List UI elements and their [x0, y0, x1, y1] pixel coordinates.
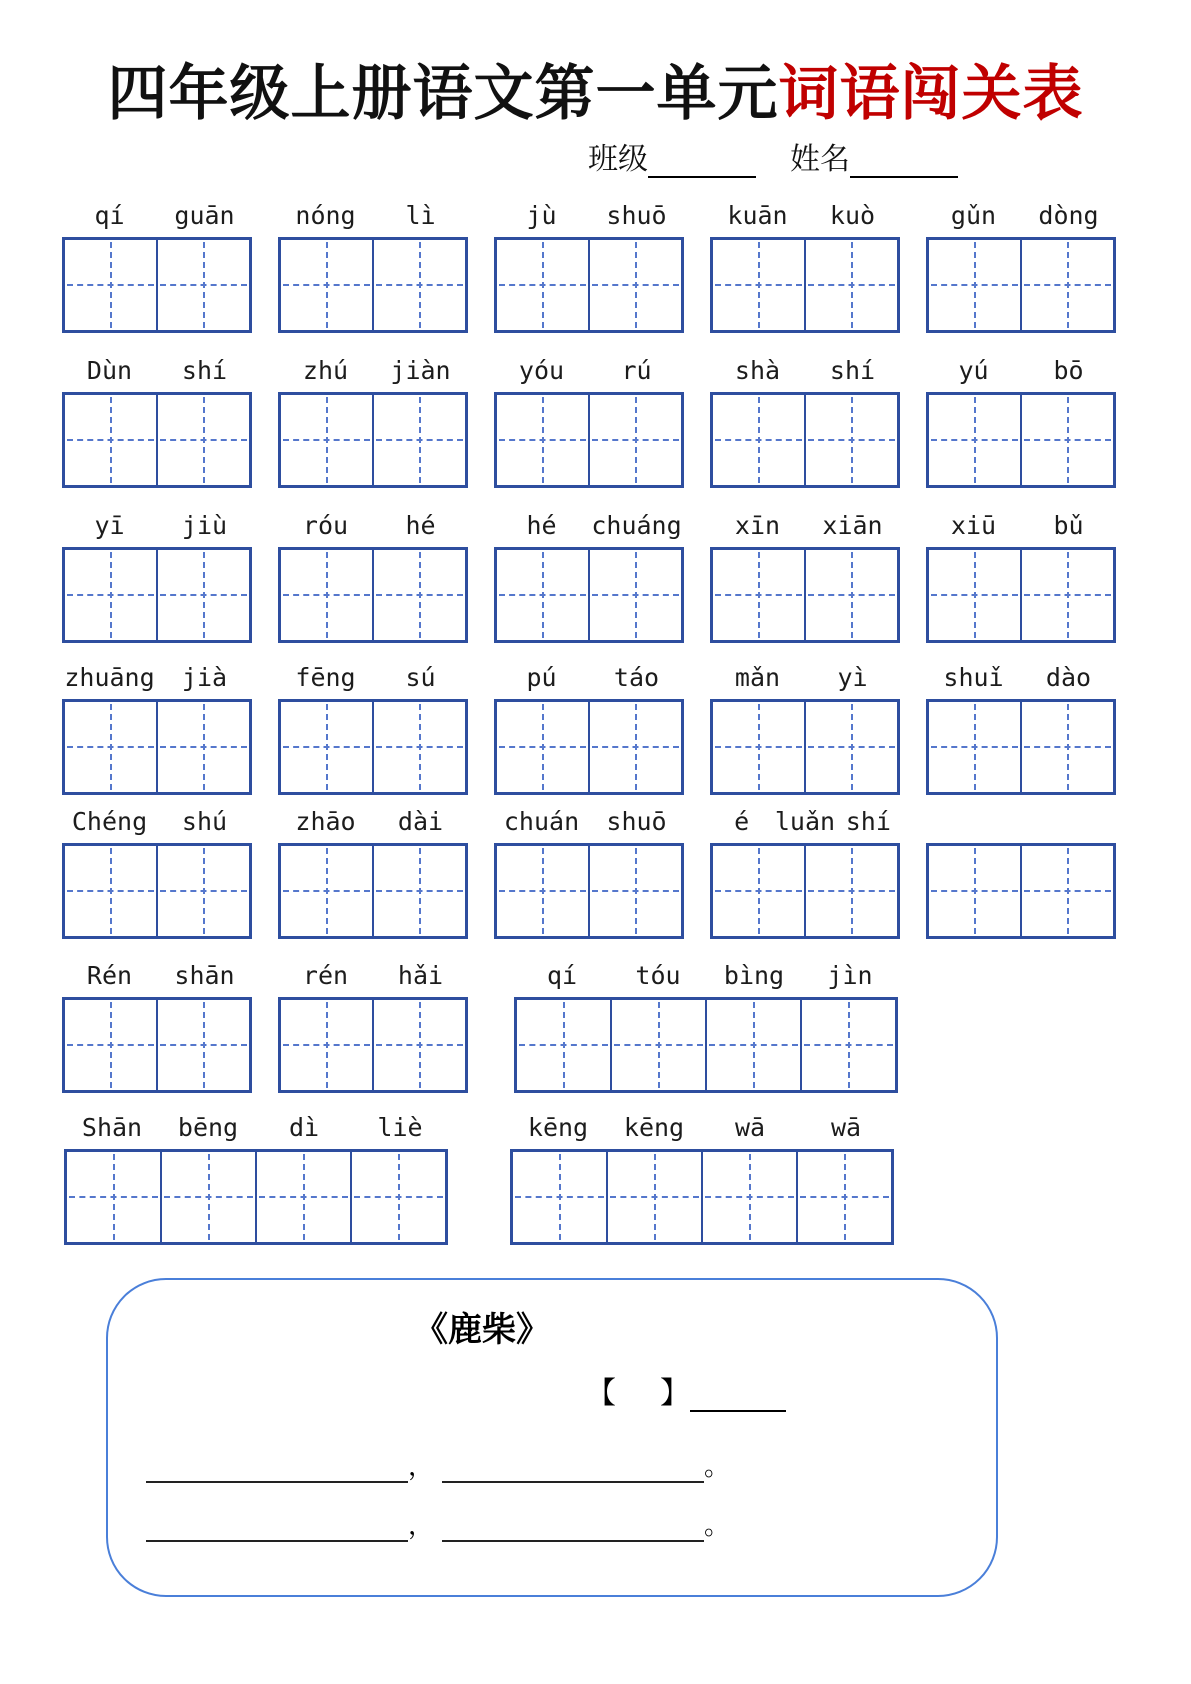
writing-cell[interactable]: [588, 846, 681, 936]
writing-cell[interactable]: [65, 550, 156, 640]
word-block: [278, 199, 468, 333]
class-blank-field[interactable]: [648, 146, 756, 178]
word-block: [926, 199, 1116, 333]
pinyin-syllable: zhuāng: [64, 663, 155, 692]
writing-cell[interactable]: [929, 846, 1020, 936]
pinyin-label: [494, 199, 684, 237]
pinyin-syllable: kuān: [727, 201, 788, 230]
writing-grid[interactable]: [494, 843, 684, 939]
pinyin-label: [926, 199, 1116, 237]
writing-grid[interactable]: [278, 699, 468, 795]
writing-cell[interactable]: [588, 240, 681, 330]
student-info-line: [588, 134, 958, 178]
word-block: [494, 805, 684, 939]
writing-cell[interactable]: [1020, 702, 1113, 792]
pinyin-syllable: Shān: [81, 1113, 143, 1142]
author-blank-field[interactable]: [690, 1378, 786, 1412]
pinyin-syllable: yóu: [518, 356, 565, 385]
writing-grid[interactable]: [494, 699, 684, 795]
pinyin-syllable: táo: [613, 663, 660, 692]
pinyin-syllable: rén: [302, 961, 349, 990]
pinyin-syllable: qí: [94, 201, 125, 230]
word-block: [494, 509, 684, 643]
word-block: [926, 354, 1116, 488]
pinyin-syllable: dì: [288, 1113, 320, 1142]
pinyin-syllable: jiàn: [390, 356, 451, 385]
writing-cell[interactable]: [281, 240, 372, 330]
writing-cell[interactable]: [497, 702, 588, 792]
pinyin-syllable: kēng: [623, 1113, 685, 1142]
pinyin-syllable: mǎn: [734, 663, 781, 692]
pinyin-syllable: é: [734, 807, 750, 836]
pinyin-syllable: jù: [526, 201, 557, 230]
pinyin-label: [494, 805, 684, 843]
word-block: [510, 1111, 894, 1245]
verse-blank-field[interactable]: [146, 1510, 408, 1542]
writing-cell[interactable]: [372, 1000, 465, 1090]
pinyin-syllable: qí: [546, 961, 578, 990]
pinyin-syllable: pú: [526, 663, 557, 692]
pinyin-syllable: bēng: [177, 1113, 239, 1142]
writing-grid[interactable]: [62, 392, 252, 488]
writing-cell[interactable]: [156, 395, 249, 485]
writing-cell[interactable]: [65, 1000, 156, 1090]
writing-cell[interactable]: [800, 1000, 895, 1090]
pinyin-syllable: Rén: [86, 961, 133, 990]
pinyin-syllable: bìng: [723, 961, 785, 990]
word-block: [710, 509, 900, 643]
writing-cell[interactable]: [517, 1000, 610, 1090]
pinyin-syllable: shuǐ: [943, 663, 1004, 692]
pinyin-syllable: liè: [377, 1113, 423, 1142]
pinyin-label: [62, 805, 252, 843]
pinyin-syllable: xiān: [822, 511, 883, 540]
writing-cell[interactable]: [350, 1152, 445, 1242]
pinyin-syllable: guān: [174, 201, 235, 230]
writing-cell[interactable]: [713, 702, 804, 792]
writing-grid[interactable]: [62, 547, 252, 643]
writing-cell[interactable]: [1020, 395, 1113, 485]
writing-cell[interactable]: [281, 550, 372, 640]
pinyin-syllable: yī: [94, 511, 125, 540]
pinyin-syllable: yì: [837, 663, 868, 692]
pinyin-syllable: lì: [405, 201, 436, 230]
writing-cell[interactable]: [372, 550, 465, 640]
word-block: [62, 199, 252, 333]
writing-cell[interactable]: [65, 240, 156, 330]
writing-grid[interactable]: [710, 547, 900, 643]
pinyin-label: [278, 199, 468, 237]
writing-cell[interactable]: [929, 550, 1020, 640]
pinyin-syllable: chuán: [503, 807, 580, 836]
word-block: [278, 509, 468, 643]
pinyin-label: [926, 805, 1116, 843]
pinyin-syllable: shí: [845, 807, 891, 836]
writing-grid[interactable]: [62, 237, 252, 333]
pinyin-syllable: wā: [734, 1113, 766, 1142]
pinyin-label: [62, 354, 252, 392]
writing-grid[interactable]: [278, 392, 468, 488]
pinyin-label: [62, 661, 252, 699]
pinyin-syllable: hé: [526, 511, 557, 540]
pinyin-syllable: Chéng: [71, 807, 148, 836]
writing-cell[interactable]: [281, 702, 372, 792]
writing-cell[interactable]: [796, 1152, 891, 1242]
pinyin-syllable: kuò: [829, 201, 876, 230]
pinyin-label: [278, 661, 468, 699]
word-block: [494, 199, 684, 333]
writing-grid[interactable]: [278, 547, 468, 643]
writing-cell[interactable]: [701, 1152, 796, 1242]
word-block: [710, 354, 900, 488]
writing-grid[interactable]: [710, 843, 900, 939]
writing-grid[interactable]: [710, 699, 900, 795]
writing-cell[interactable]: [156, 702, 249, 792]
pinyin-syllable: shà: [734, 356, 781, 385]
writing-grid[interactable]: [494, 392, 684, 488]
pinyin-syllable: xiū: [950, 511, 997, 540]
writing-grid[interactable]: [494, 237, 684, 333]
writing-cell[interactable]: [1020, 846, 1113, 936]
writing-cell[interactable]: [804, 395, 897, 485]
writing-cell[interactable]: [804, 550, 897, 640]
pinyin-syllable: dài: [397, 807, 444, 836]
word-block: [710, 199, 900, 333]
word-block: [278, 959, 468, 1093]
pinyin-label: [710, 661, 900, 699]
pinyin-syllable: shuō: [606, 807, 667, 836]
pinyin-syllable: jià: [181, 663, 228, 692]
pinyin-syllable: bō: [1053, 356, 1084, 385]
word-block: [278, 354, 468, 488]
writing-cell[interactable]: [372, 702, 465, 792]
pinyin-syllable: yú: [958, 356, 989, 385]
writing-cell[interactable]: [497, 240, 588, 330]
word-block: [494, 354, 684, 488]
pinyin-label: [494, 509, 684, 547]
pinyin-label: [278, 805, 468, 843]
pinyin-syllable: shú: [181, 807, 228, 836]
pinyin-syllable: sú: [405, 663, 436, 692]
word-block: [494, 661, 684, 795]
writing-cell[interactable]: [156, 240, 249, 330]
writing-cell[interactable]: [804, 702, 897, 792]
poem-title: 《鹿柴》: [414, 1312, 550, 1349]
period-mark: 。: [704, 1452, 731, 1481]
pinyin-syllable: bǔ: [1053, 511, 1084, 540]
writing-grid[interactable]: [710, 392, 900, 488]
pinyin-label: [494, 354, 684, 392]
comma-mark: ，: [408, 1452, 435, 1481]
pinyin-label: [510, 1111, 894, 1149]
writing-grid[interactable]: [710, 237, 900, 333]
pinyin-label: [62, 959, 252, 997]
pinyin-syllable: shí: [829, 356, 876, 385]
writing-cell[interactable]: [610, 1000, 705, 1090]
pinyin-syllable: hǎi: [397, 961, 444, 990]
pinyin-label: [278, 354, 468, 392]
pinyin-syllable: zhú: [302, 356, 349, 385]
pinyin-syllable: jiù: [181, 511, 228, 540]
word-block: [926, 805, 1116, 939]
comma-mark: ，: [408, 1511, 435, 1540]
writing-cell[interactable]: [497, 395, 588, 485]
writing-cell[interactable]: [588, 395, 681, 485]
pinyin-syllable: zhāo: [295, 807, 356, 836]
pinyin-syllable: dòng: [1038, 201, 1099, 230]
word-block: [926, 661, 1116, 795]
writing-cell[interactable]: [65, 846, 156, 936]
pinyin-label: [926, 354, 1116, 392]
writing-cell[interactable]: [65, 395, 156, 485]
name-blank-field[interactable]: [850, 146, 958, 178]
writing-cell[interactable]: [497, 846, 588, 936]
writing-cell[interactable]: [929, 395, 1020, 485]
writing-cell[interactable]: [588, 702, 681, 792]
poem-line-1: [146, 1446, 738, 1483]
writing-grid[interactable]: [926, 699, 1116, 795]
word-block: [710, 661, 900, 795]
writing-grid[interactable]: [278, 843, 468, 939]
writing-grid[interactable]: [62, 699, 252, 795]
writing-cell[interactable]: [588, 550, 681, 640]
pinyin-label: [926, 661, 1116, 699]
pinyin-label: [62, 509, 252, 547]
pinyin-syllable: hé: [405, 511, 436, 540]
writing-cell[interactable]: [160, 1152, 255, 1242]
pinyin-syllable: jìn: [827, 961, 873, 990]
writing-cell[interactable]: [804, 846, 897, 936]
writing-cell[interactable]: [281, 846, 372, 936]
word-block: [278, 661, 468, 795]
verse-blank-field[interactable]: [442, 1510, 704, 1542]
poem-box: [106, 1278, 998, 1597]
period-mark: 。: [704, 1511, 731, 1540]
writing-cell[interactable]: [606, 1152, 701, 1242]
poem-line-2: [146, 1505, 738, 1542]
word-block: [926, 509, 1116, 643]
writing-cell[interactable]: [1020, 240, 1113, 330]
bracket-open: 【: [586, 1377, 616, 1410]
pinyin-label: [278, 959, 468, 997]
pinyin-syllable: Dùn: [86, 356, 133, 385]
writing-cell[interactable]: [929, 240, 1020, 330]
writing-cell[interactable]: [65, 702, 156, 792]
word-block: [514, 959, 898, 1093]
pinyin-label: [514, 959, 898, 997]
writing-grid[interactable]: [514, 997, 898, 1093]
pinyin-syllable: dào: [1045, 663, 1092, 692]
pinyin-syllable: kēng: [527, 1113, 589, 1142]
writing-cell[interactable]: [67, 1152, 160, 1242]
poem-byline: [586, 1368, 786, 1412]
writing-cell[interactable]: [513, 1152, 606, 1242]
writing-cell[interactable]: [929, 702, 1020, 792]
writing-grid[interactable]: [278, 997, 468, 1093]
writing-cell[interactable]: [372, 395, 465, 485]
writing-cell[interactable]: [705, 1000, 800, 1090]
pinyin-label: [64, 1111, 448, 1149]
pinyin-syllable: wā: [830, 1113, 862, 1142]
word-block: [62, 354, 252, 488]
writing-cell[interactable]: [713, 550, 804, 640]
writing-cell[interactable]: [281, 1000, 372, 1090]
bracket-close: 】: [660, 1377, 690, 1410]
writing-grid[interactable]: [926, 547, 1116, 643]
writing-grid[interactable]: [510, 1149, 894, 1245]
writing-grid[interactable]: [926, 843, 1116, 939]
writing-cell[interactable]: [156, 846, 249, 936]
verse-blank-field[interactable]: [146, 1451, 408, 1483]
word-block: [62, 805, 252, 939]
writing-cell[interactable]: [156, 550, 249, 640]
class-label: 班级: [588, 143, 648, 176]
pinyin-syllable: fēng: [295, 663, 356, 692]
writing-grid[interactable]: [62, 997, 252, 1093]
writing-cell[interactable]: [713, 846, 804, 936]
name-label: 姓名: [790, 143, 850, 176]
pinyin-label: [494, 661, 684, 699]
writing-cell[interactable]: [497, 550, 588, 640]
writing-cell[interactable]: [156, 1000, 249, 1090]
writing-cell[interactable]: [372, 240, 465, 330]
word-block: [62, 959, 252, 1093]
pinyin-syllable: tóu: [635, 961, 681, 990]
word-block: [710, 805, 900, 939]
pinyin-label: [278, 509, 468, 547]
writing-grid[interactable]: [64, 1149, 448, 1245]
pinyin-label: [926, 509, 1116, 547]
pinyin-syllable: róu: [302, 511, 349, 540]
writing-cell[interactable]: [255, 1152, 350, 1242]
writing-cell[interactable]: [281, 395, 372, 485]
pinyin-syllable: shān: [174, 961, 235, 990]
writing-cell[interactable]: [713, 240, 804, 330]
word-block: [278, 805, 468, 939]
pinyin-syllable: shuō: [606, 201, 667, 230]
pinyin-label: [710, 199, 900, 237]
verse-blank-field[interactable]: [442, 1451, 704, 1483]
page-title-black: 四年级上册语文第一单元: [107, 61, 779, 127]
pinyin-label: [710, 509, 900, 547]
pinyin-syllable: nóng: [295, 201, 356, 230]
pinyin-label: [710, 805, 900, 843]
pinyin-syllable: chuáng: [591, 511, 682, 540]
pinyin-label: [62, 199, 252, 237]
word-block: [62, 661, 252, 795]
word-block: [62, 509, 252, 643]
writing-cell[interactable]: [372, 846, 465, 936]
writing-grid[interactable]: [926, 237, 1116, 333]
pinyin-syllable: gǔn: [950, 201, 997, 230]
page-title: [0, 46, 1191, 132]
pinyin-syllable: rú: [621, 356, 652, 385]
writing-grid[interactable]: [494, 547, 684, 643]
writing-grid[interactable]: [278, 237, 468, 333]
writing-cell[interactable]: [713, 395, 804, 485]
writing-grid[interactable]: [62, 843, 252, 939]
writing-cell[interactable]: [804, 240, 897, 330]
writing-cell[interactable]: [1020, 550, 1113, 640]
pinyin-syllable: shí: [181, 356, 228, 385]
pinyin-label: [710, 354, 900, 392]
writing-grid[interactable]: [926, 392, 1116, 488]
pinyin-syllable: xīn: [734, 511, 781, 540]
page-title-red: 词语闯关表: [778, 61, 1084, 127]
pinyin-syllable: luǎn: [774, 807, 836, 836]
word-block: [64, 1111, 448, 1245]
